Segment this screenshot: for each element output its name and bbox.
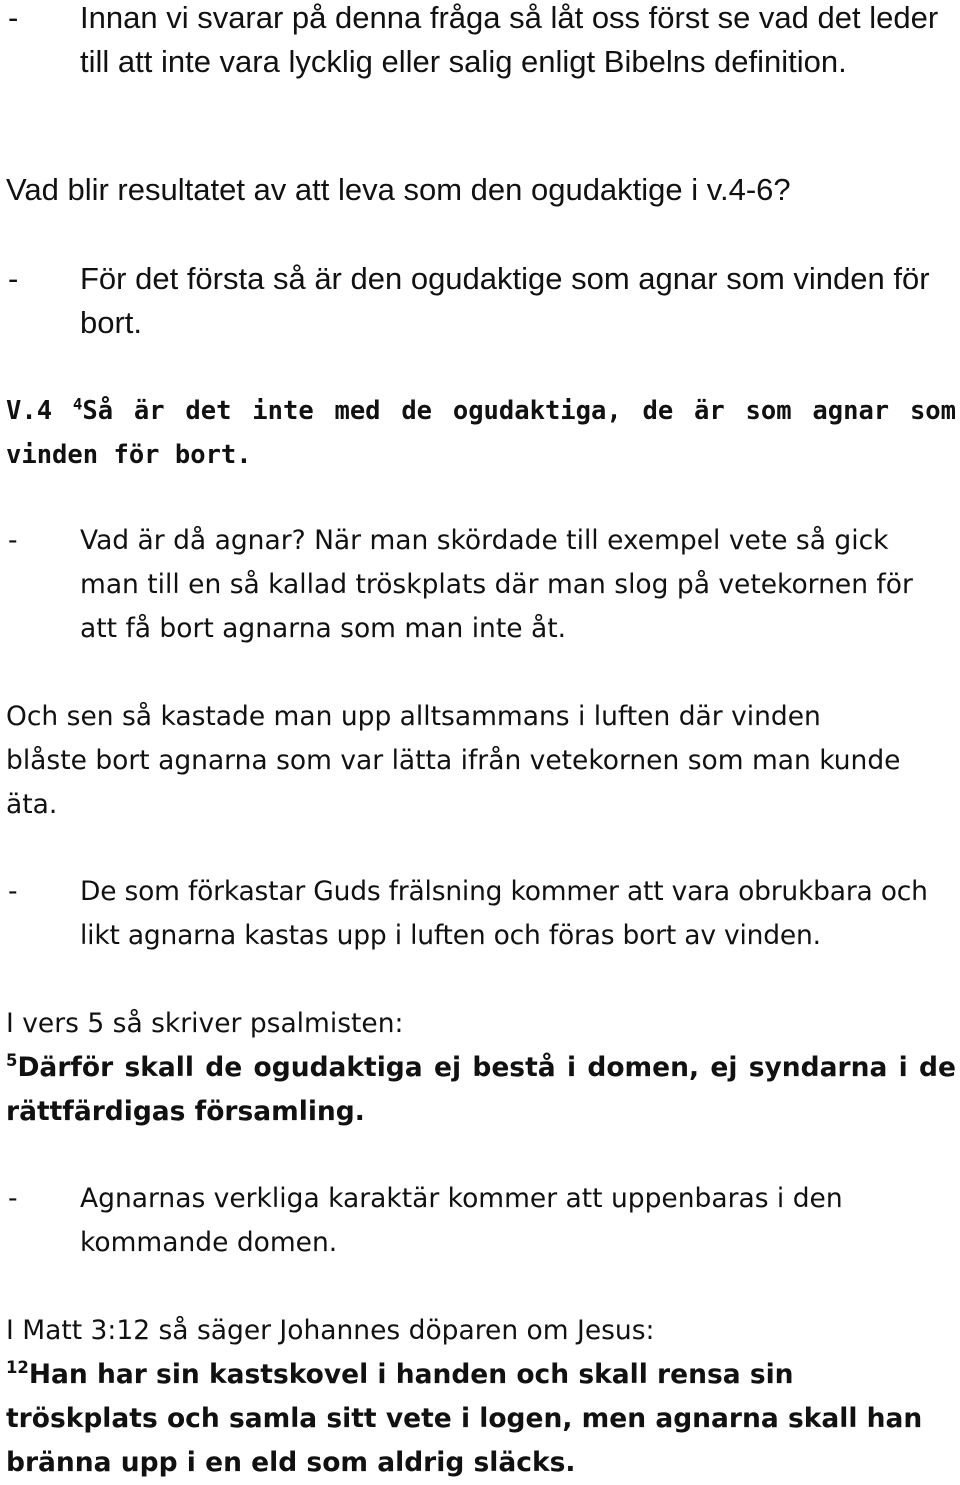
verse-number: 12: [6, 1358, 29, 1378]
bullet-paragraph-1: [0, 0, 956, 84]
bullet-paragraph-7: [0, 870, 956, 958]
verse-number: 5: [6, 1051, 18, 1071]
verse-quote-12: [0, 1353, 952, 1485]
paragraph-text: Agnarnas verkliga karaktär kommer att uppenbaras i den kommande domen.: [80, 1183, 843, 1258]
verse-text: Därför skall de ogudaktiga ej bestå i domen, ej syndarna i de rättfärdigas församling.: [6, 1052, 956, 1127]
paragraph-2: Vad blir resultatet av att leva som den ogudaktige i v.4-6?: [6, 172, 791, 207]
paragraph-text: Vad är då agnar? När man skördade till exempel vete så gick man till en så kallad tröskplats där man slog på vetekornen för att få bort agnarna som man inte åt.: [80, 525, 913, 644]
paragraph-11: I Matt 3:12 så säger Johannes döparen om Jesus:: [6, 1315, 655, 1346]
dash: -: [8, 525, 18, 556]
bullet-paragraph-3: [0, 257, 956, 345]
paragraph-text: Innan vi svarar på denna fråga så låt oss först se vad det leder till att inte vara lycklig eller salig enligt Bibelns definition.: [80, 0, 939, 79]
verse-quote-5: [0, 1046, 956, 1134]
paragraph-text: För det första så är den ogudaktige som agnar som vinden för bort.: [80, 261, 930, 340]
verse-number: 4: [72, 394, 83, 414]
paragraph-8: I vers 5 så skriver psalmisten:: [6, 1008, 404, 1039]
paragraph-6: Och sen så kastade man upp alltsammans i luften där vinden blåste bort agnarna som var lätta ifrån vetekornen som man kunde äta.: [6, 701, 901, 820]
verse-reference: V.4: [6, 396, 53, 426]
verse-text: Så är det inte med de ogudaktiga, de är som agnar som vinden för bort.: [6, 396, 957, 470]
dash: -: [8, 876, 18, 907]
dash: -: [8, 0, 19, 35]
bullet-paragraph-5: [0, 519, 956, 651]
verse-quote-4: [0, 389, 956, 477]
paragraph-text: De som förkastar Guds frälsning kommer att vara obrukbara och likt agnarna kastas upp i luften och föras bort av vinden.: [80, 876, 928, 951]
dash: -: [8, 1183, 18, 1214]
bullet-paragraph-10: [0, 1177, 956, 1265]
verse-text: Han har sin kastskovel i handen och skall rensa sin tröskplats och samla sitt vete i logen, men agnarna skall han bränna upp i en eld som aldrig släcks.: [6, 1359, 923, 1478]
dash: -: [8, 261, 19, 296]
